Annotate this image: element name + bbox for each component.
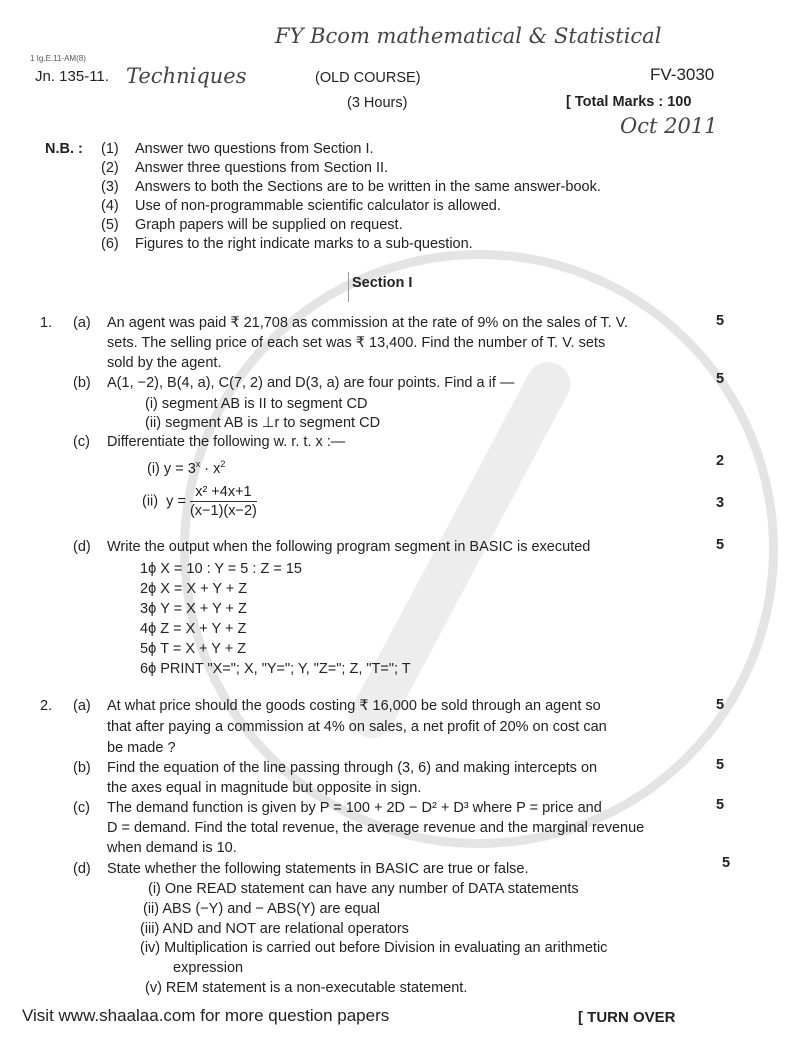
q2d-sub: (v) REM statement is a non-executable statement. <box>145 980 468 996</box>
code-line: 4ϕ Z = X + Y + Z <box>140 621 247 637</box>
q2c-line: The demand function is given by P = 100 + 2D − D² + D³ where P = price and <box>107 800 602 816</box>
q2c-label: (c) <box>73 800 90 816</box>
fraction-denominator: (x−1)(x−2) <box>189 503 257 519</box>
q1c-i-expr2: · x <box>200 460 221 477</box>
q1d-label: (d) <box>73 539 91 555</box>
q1c-ii-lhs: y = <box>166 493 186 510</box>
code-line: 3ϕ Y = X + Y + Z <box>140 601 247 617</box>
fraction <box>190 483 257 520</box>
nb-text: Use of non-programmable scientific calculator is allowed. <box>135 198 501 214</box>
q1a-line: sets. The selling price of each set was ₹ 13,400. Find the number of T. V. sets <box>107 335 606 351</box>
nb-num: (2) <box>101 160 119 176</box>
nb-num: (6) <box>101 236 119 252</box>
nb-label: N.B. : <box>45 141 83 157</box>
q1c-i-marks: 2 <box>716 453 725 469</box>
nb-num: (1) <box>101 141 119 157</box>
nb-num: (4) <box>101 198 119 214</box>
q2b-line: the axes equal in magnitude but opposite in sign. <box>107 780 422 796</box>
q1c-i-label: (i) <box>147 460 160 477</box>
fraction-numerator: x² +4x+1 <box>190 483 257 502</box>
q2d-sub: (i) One READ statement can have any number of DATA statements <box>148 881 579 897</box>
exam-code: FV-3030 <box>650 65 715 84</box>
q1d-marks: 5 <box>716 537 725 553</box>
q1c-label: (c) <box>73 434 90 450</box>
code-line: 2ϕ X = X + Y + Z <box>140 581 248 597</box>
handwritten-title: FY Bcom mathematical & Statistical <box>275 24 662 48</box>
nb-num: (3) <box>101 179 119 195</box>
visit-link[interactable]: Visit www.shaalaa.com for more question papers <box>22 1006 390 1025</box>
code-line: 1ϕ X = 10 : Y = 5 : Z = 15 <box>140 561 302 577</box>
q1c-ii-marks: 3 <box>716 495 725 511</box>
q2b-line: Find the equation of the line passing through (3, 6) and making intercepts on <box>107 760 598 776</box>
nb-text: Answer three questions from Section II. <box>135 160 389 176</box>
q2d-sub: (iv) Multiplication is carried out before Division in evaluating an arithmetic <box>140 940 608 956</box>
q1b-line: A(1, −2), B(4, a), C(7, 2) and D(3, a) are four points. Find a if — <box>107 375 515 391</box>
code-line: 6ϕ PRINT "X="; X, "Y="; Y, "Z="; Z, "T="; T <box>140 661 411 677</box>
nb-text: Figures to the right indicate marks to a sub-question. <box>135 236 473 252</box>
q1c-i-expr: y = 3 <box>163 460 196 477</box>
q1a-line: An agent was paid ₹ 21,708 as commission at the rate of 9% on the sales of T. V. <box>107 315 629 331</box>
q1a-marks: 5 <box>716 313 725 329</box>
q2d-label: (d) <box>73 861 91 877</box>
q2-number: 2. <box>40 698 53 714</box>
small-code: 1 Ig.E.11-AM(8) <box>30 54 86 63</box>
q2c-line: when demand is 10. <box>107 840 237 856</box>
q2d-sub: (ii) ABS (−Y) and − ABS(Y) are equal <box>143 901 380 917</box>
section-title: Section I <box>352 275 413 291</box>
q2b-label: (b) <box>73 760 91 776</box>
q2a-marks: 5 <box>716 697 725 713</box>
nb-text: Answers to both the Sections are to be written in the same answer-book. <box>135 179 601 195</box>
q2d-sub: (iii) AND and NOT are relational operators <box>140 921 409 937</box>
section-divider-mark <box>348 272 349 302</box>
q2a-label: (a) <box>73 698 91 714</box>
q1d-line: Write the output when the following program segment in BASIC is executed <box>107 539 591 555</box>
code-line: 5ϕ T = X + Y + Z <box>140 641 247 657</box>
q1c-i-sup2: 2 <box>220 459 226 469</box>
q1b-marks: 5 <box>716 371 725 387</box>
q1b-sub: (ii) segment AB is ⊥r to segment CD <box>145 415 381 431</box>
q1c-line: Differentiate the following w. r. t. x :— <box>107 434 346 450</box>
q2c-marks: 5 <box>716 797 725 813</box>
q2a-line: that after paying a commission at 4% on sales, a net profit of 20% on cost can <box>107 719 607 735</box>
total-marks: [ Total Marks : 100 <box>566 94 692 110</box>
q2c-line: D = demand. Find the total revenue, the average revenue and the marginal revenue <box>107 820 645 836</box>
q1a-line: sold by the agent. <box>107 355 222 371</box>
handwritten-date: Oct 2011 <box>620 114 718 138</box>
q1b-sub: (i) segment AB is II to segment CD <box>145 396 368 412</box>
nb-text: Answer two questions from Section I. <box>135 141 374 157</box>
q2d-marks: 5 <box>722 855 731 871</box>
handwritten-title-2: Techniques <box>126 64 247 88</box>
turn-over: [ TURN OVER <box>578 1009 676 1026</box>
q1c-ii-expression <box>142 483 257 520</box>
q2d-sub-cont: expression <box>173 960 244 976</box>
q1b-label: (b) <box>73 375 91 391</box>
course-label: (OLD COURSE) <box>315 70 421 86</box>
q1c-i-expression <box>147 455 225 478</box>
q2a-line: At what price should the goods costing ₹ 16,000 be sold through an agent so <box>107 698 601 714</box>
nb-num: (5) <box>101 217 119 233</box>
nb-text: Graph papers will be supplied on request. <box>135 217 403 233</box>
q1c-i-sup: x <box>195 459 201 469</box>
duration: (3 Hours) <box>347 95 408 111</box>
q2d-line: State whether the following statements in BASIC are true or false. <box>107 861 529 877</box>
q1c-ii-label: (ii) <box>142 493 159 510</box>
q2a-line: be made ? <box>107 740 176 756</box>
q2b-marks: 5 <box>716 757 725 773</box>
paper-code: Jn. 135-11. <box>35 68 109 85</box>
q1a-label: (a) <box>73 315 91 331</box>
q1-number: 1. <box>40 315 53 331</box>
